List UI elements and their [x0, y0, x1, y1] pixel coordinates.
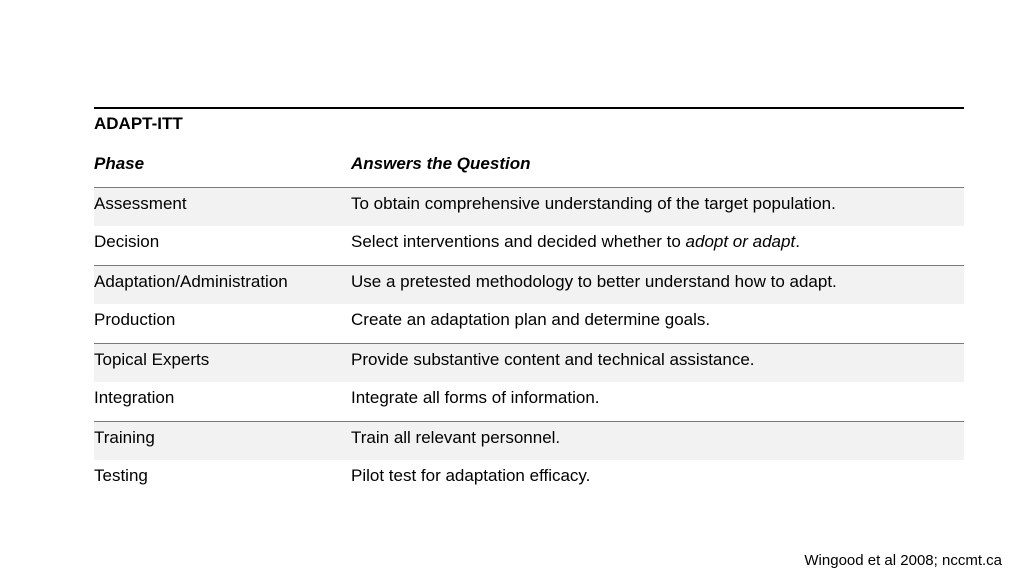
question-cell: Train all relevant personnel. [351, 427, 561, 447]
table-row [94, 344, 964, 383]
question-cell: Use a pretested methodology to better understand how to adapt. [351, 271, 837, 291]
table-row [94, 460, 964, 499]
question-cell: Pilot test for adaptation efficacy. [351, 466, 591, 485]
phase-cell: Testing [94, 466, 148, 485]
table-row [94, 226, 964, 266]
table-row [94, 382, 964, 422]
header-phase: Phase [94, 154, 145, 173]
phase-cell: Integration [94, 388, 175, 407]
question-suffix: . [795, 232, 800, 251]
table-row [94, 422, 964, 461]
adapt-itt-table [94, 107, 964, 499]
question-cell: Create an adaptation plan and determine goals. [351, 310, 711, 329]
citation: Wingood et al 2008; nccmt.ca [804, 552, 1002, 569]
phase-cell: Production [94, 310, 176, 329]
phase-cell: Topical Experts [94, 349, 210, 369]
question-cell: Integrate all forms of information. [351, 388, 600, 407]
question-cell [351, 226, 964, 252]
table-row [94, 304, 964, 344]
table-row [94, 188, 964, 227]
question-text: Select interventions and decided whether to [351, 232, 686, 251]
question-emphasis: adopt or adapt [685, 232, 796, 251]
table-row [94, 266, 964, 305]
table-header-row [94, 148, 964, 188]
table-title: ADAPT-ITT [94, 114, 183, 133]
phase-cell: Adaptation/Administration [94, 271, 288, 291]
question-cell: Provide substantive content and technical assistance. [351, 349, 755, 369]
phase-cell: Assessment [94, 193, 187, 213]
phase-cell: Decision [94, 232, 160, 251]
phase-cell: Training [94, 427, 155, 447]
question-cell: To obtain comprehensive understanding of the target population. [351, 193, 836, 213]
header-question: Answers the Question [351, 154, 531, 173]
